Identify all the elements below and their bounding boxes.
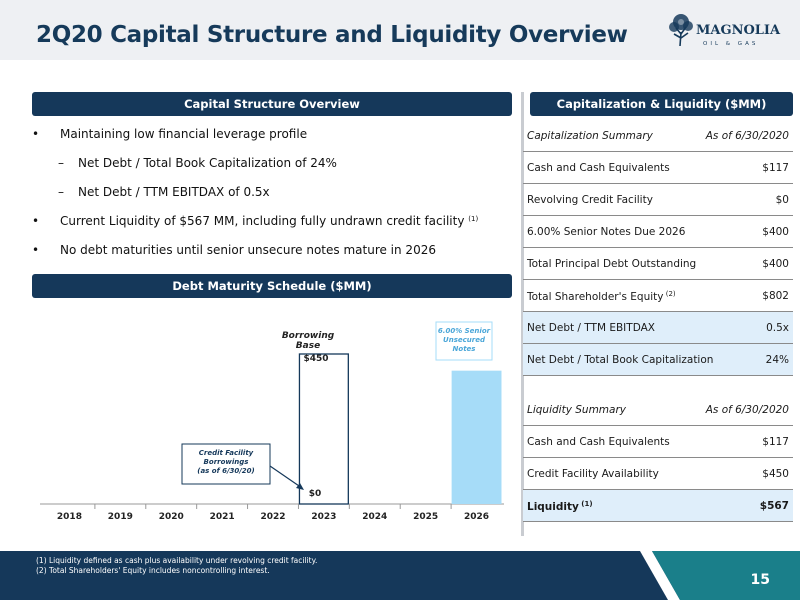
x-tick-label: 2023 [311,512,337,522]
borrowing-base-bar [299,354,348,504]
cap-row-label: Capitalization Summary [527,130,653,142]
page-number: 15 [750,572,770,588]
liq-row [523,426,793,458]
x-tick-label: 2019 [107,512,133,522]
x-tick-label: 2020 [158,512,184,522]
cap-row-label: Revolving Credit Facility [527,194,653,206]
liq-row-value: $567 [759,500,789,512]
liq-row [523,458,793,490]
cap-row [523,280,793,312]
drawn-value-label: $0 [308,489,322,499]
chart-svg [32,300,512,522]
liq-row-value: $117 [762,436,789,448]
bullet-leverage: • Maintaining low financial leverage profile [32,127,308,141]
page-title: 2Q20 Capital Structure and Liquidity Overview [36,22,628,48]
cap-row [523,248,793,280]
borrowing-base-label: Borrowing Base [281,331,335,351]
debt-maturity-banner: Debt Maturity Schedule ($MM) [32,274,512,298]
cap-row-label: Cash and Cash Equivalents [527,162,670,174]
debt-maturity-chart [32,300,512,522]
cap-row [523,216,793,248]
cap-row-label: Net Debt / Total Book Capitalization [527,354,714,366]
bullet-maturities: • No debt maturities until senior unsecure notes mature in 2026 [32,243,436,257]
magnolia-tree-icon [666,12,786,50]
liq-row-label: Liquidity Summary [527,404,626,416]
company-logo [666,12,786,50]
logo-name: MAGNOLIA [696,23,781,38]
bullet-liquidity: • Current Liquidity of $567 MM, including fully undrawn credit facility $^{(1)}$ [32,214,479,228]
cap-row-label: Net Debt / TTM EBITDAX [527,322,655,334]
liq-row-label: Liquidity $^{(1)}$ [527,500,593,513]
footer [0,551,800,600]
callout-arrow [270,466,302,488]
liq-row-value: $450 [762,468,789,480]
notes-label: 6.00% Senior Unsecured Notes [437,327,491,353]
cap-row-value: $117 [762,162,789,174]
borrowing-base-value: $450 [303,354,329,364]
cap-row-value: $0 [775,194,789,206]
x-tick-label: 2025 [413,512,439,522]
liq-row-label: Cash and Cash Equivalents [527,436,670,448]
cap-row [523,344,793,376]
cap-row-value: 0.5x [766,322,789,334]
liq-row [523,490,793,522]
capital-structure-banner: Capital Structure Overview [32,92,512,116]
cap-row-value: $400 [762,226,789,238]
x-tick-label: 2026 [464,512,490,522]
cap-row-value: As of 6/30/2020 [705,130,789,142]
sub-net-debt-cap: – Net Debt / Total Book Capitalization of 24% [58,156,337,170]
liq-row-value: As of 6/30/2020 [705,404,789,416]
footnote-1: (1) Liquidity defined as cash plus availability under revolving credit facility. [36,556,318,565]
x-tick-label: 2021 [209,512,235,522]
cap-row-label: Total Principal Debt Outstanding [527,258,697,270]
x-tick-label: 2024 [362,512,388,522]
senior-notes-bar [452,371,502,504]
liq-row-label: Credit Facility Availability [527,468,659,480]
cap-row [523,184,793,216]
cap-row-value: 24% [765,354,789,366]
logo-sub: OIL & GAS [703,41,759,47]
cap-row-label: 6.00% Senior Notes Due 2026 [527,226,686,238]
cap-row [523,120,793,152]
cap-row-label: Total Shareholder's Equity $^{(2)}$ [527,290,676,303]
callout-label: Credit Facility Borrowings (as of 6/30/20) [197,449,255,475]
cap-row-value: $400 [762,258,789,270]
cap-row-value: $802 [762,290,789,302]
x-tick-label: 2018 [56,512,82,522]
x-tick-label: 2022 [260,512,286,522]
cap-row [523,312,793,344]
cap-liquidity-banner: Capitalization & Liquidity ($MM) [530,92,793,116]
sub-net-debt-ebitdax: – Net Debt / TTM EBITDAX of 0.5x [58,185,270,199]
liq-row [523,394,793,426]
footnote-2: (2) Total Shareholders' Equity includes noncontrolling interest. [36,566,270,575]
cap-row [523,152,793,184]
